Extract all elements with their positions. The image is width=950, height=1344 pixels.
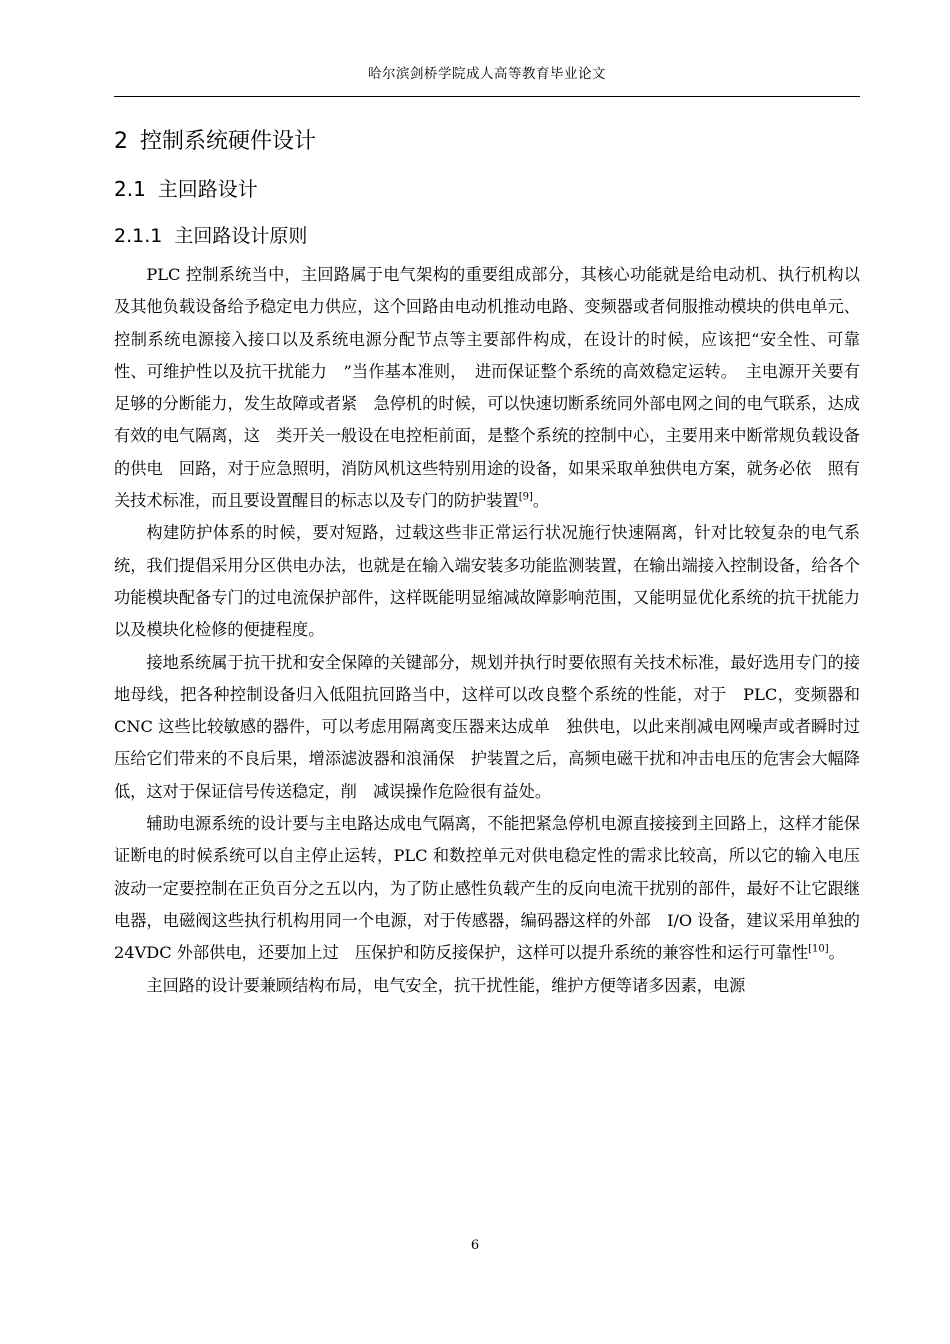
citation-reference: [10] <box>808 943 829 955</box>
subsection-number: 2.1.1 <box>114 225 163 247</box>
citation-reference: [9] <box>518 491 533 503</box>
subsection-heading <box>114 221 307 248</box>
chapter-heading <box>114 124 316 155</box>
chapter-number: 2 <box>114 129 128 154</box>
running-header: 哈尔滨剑桥学院成人高等教育毕业论文 <box>368 66 606 82</box>
paragraph-tail: 。 <box>532 491 550 511</box>
paragraph <box>114 259 860 517</box>
paragraph-text: 构建防护体系的时候，要对短路，过载这些非正常运行状况施行快速隔离，针对比较复杂的电气系统，我们提倡采用分区供电办法，也就是在输入端安装多功能监测装置，在输出端接入控制设备，给各个功能模块配备专门的过电流保护部件，这样既能明显缩减故障影响范围，又能明显优化系统的抗干扰能力以及模块化检修的便捷程度。 <box>114 523 860 640</box>
page-number: 6 <box>470 1238 480 1253</box>
paragraph-text: 主回路的设计要兼顾结构布局，电气安全，抗干扰性能，维护方便等诸多因素，电源 <box>146 975 746 995</box>
section-title: 主回路设计 <box>157 177 258 201</box>
paragraph <box>114 808 877 969</box>
header-rule <box>114 96 860 97</box>
paragraph-tail: 。 <box>828 943 845 963</box>
paragraph-text: PLC 控制系统当中，主回路属于电气架构的重要组成部分，其核心功能就是给电动机、执行机构以及其他负载设备给予稳定电力供应，这个回路由电动机推动电路、变频器或者伺服推动模块的供电单元、控制系统电源接入接口以及系统电源分配节点等主要部件构成，在设计的时候，应该把“安全性、可靠性、可维护性以及抗干扰能力 ”当作基本准则， 进而保证整个系统的高效稳定运转。 主电源开关要有足够的分断能力，发生故障或者紧 急停机的时候，可以快速切断系统同外部电网之间的电气联系，达成有效的电气隔离，这 类开关一般设在电控柜前面，是整个系统的控制中心，主要用来中断常规负载设备的供电 回路，对于应急照明，消防风机这些特别用途的设备，如果采取单独供电方案，就务必依 照有关技术标准，而且要设置醒目的标志以及专门的防护装置 <box>114 265 860 511</box>
paragraph <box>114 517 860 646</box>
section-number: 2.1 <box>114 177 146 201</box>
paragraph <box>114 647 860 808</box>
paragraph-text: 辅助电源系统的设计要与主电路达成电气隔离，不能把紧急停机电源直接接到主回路上，这样才能保证断电的时候系统可以自主停止运转，PLC 和数控单元对供电稳定性的需求比较高，所以它的输入电压波动一定要控制在正负百分之五以内，为了防止感性负载产生的反向电流干扰别的部件，最好不让它跟继电器，电磁阀这些执行机构用同一个电源，对于传感器，编码器这样的外部 I/O 设备，建议采用单独的 24VDC 外部供电，还要加上过 压保护和防反接保护，这样可以提升系统的兼容性和运行可靠性 <box>114 814 877 963</box>
body-text <box>114 259 877 1002</box>
subsection-title: 主回路设计原则 <box>174 225 308 247</box>
paragraph <box>114 970 860 1002</box>
section-heading <box>114 173 258 202</box>
chapter-title: 控制系统硬件设计 <box>140 129 317 154</box>
paragraph-text: 接地系统属于抗干扰和安全保障的关键部分，规划并执行时要依照有关技术标准，最好选用专门的接地母线，把各种控制设备归入低阻抗回路当中，这样可以改良整个系统的性能，对于 PLC，变频器和 CNC 这些比较敏感的器件，可以考虑用隔离变压器来达成单 独供电，以此来削减电网噪声或者瞬时过压给它们带来的不良后果，增添滤波器和浪涌保 护装置之后，高频电磁干扰和冲击电压的危害会大幅降低，这对于保证信号传送稳定，削 减误操作危险很有益处。 <box>114 652 860 801</box>
